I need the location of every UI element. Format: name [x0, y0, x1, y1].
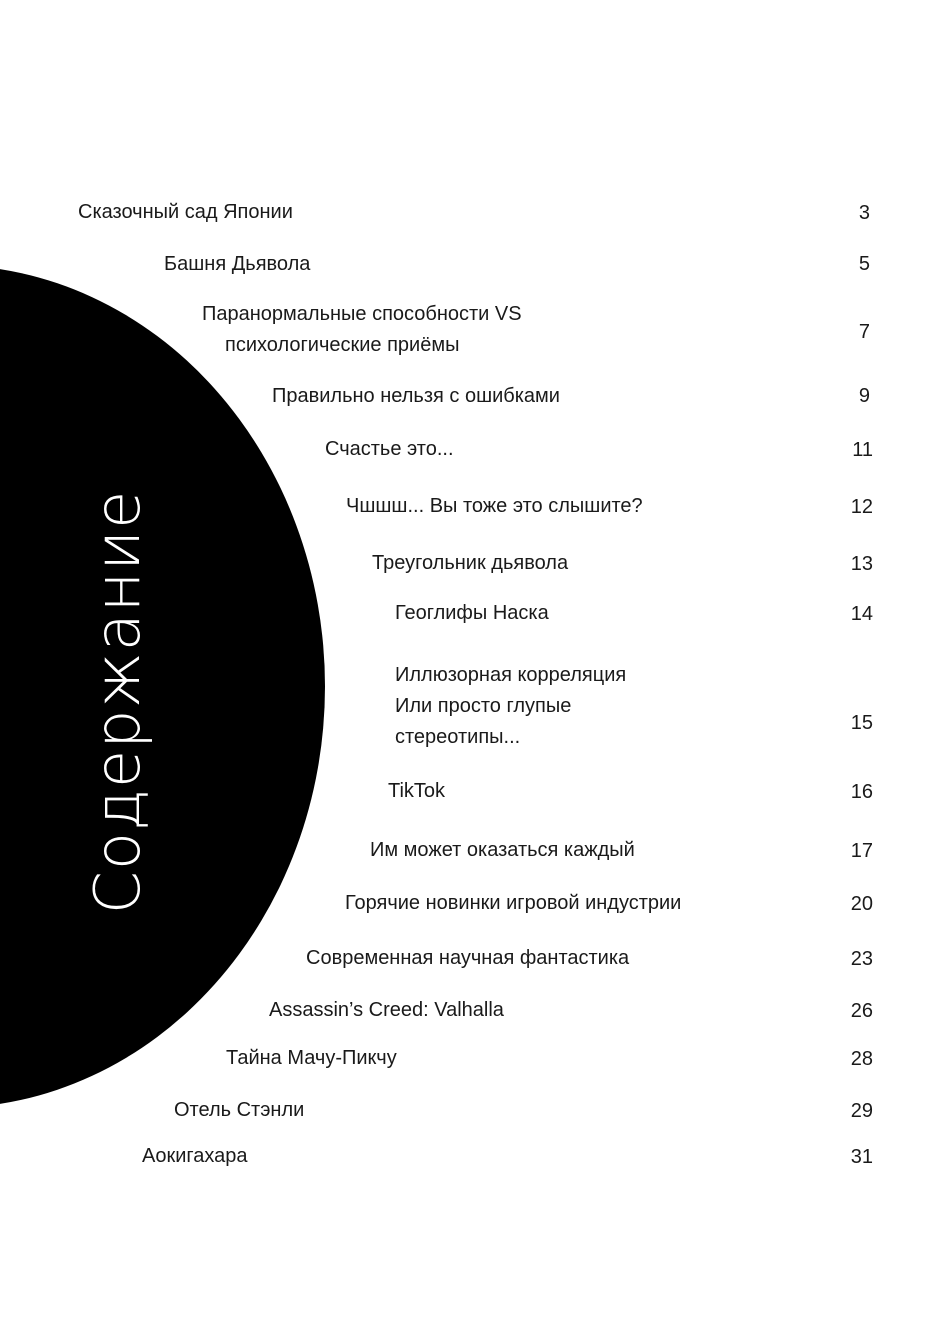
toc-item-title-line: Аокигахара	[142, 1145, 248, 1167]
toc-item-title-line: Тайна Мачу-Пикчу	[226, 1047, 397, 1069]
toc-item-page: 31	[850, 1146, 873, 1168]
toc-item-title	[272, 381, 560, 412]
toc-item-title	[370, 835, 635, 866]
toc-item-title	[372, 548, 568, 579]
toc-item-title-line: Assassin’s Creed: Valhalla	[269, 999, 504, 1021]
toc-item-page: 3	[858, 202, 870, 224]
toc-item-title	[269, 995, 504, 1026]
toc-item-title	[345, 888, 681, 919]
toc-item-page: 9	[858, 385, 870, 407]
toc-item-page: 11	[852, 439, 873, 461]
toc-item-title	[395, 598, 549, 629]
toc-item-title-line: Чшшш... Вы тоже это слышите?	[346, 495, 643, 517]
toc-item-page: 17	[850, 840, 873, 862]
toc-item-page: 5	[858, 253, 870, 275]
toc-item-title-line: психологические приёмы	[225, 334, 460, 356]
toc-item-title	[202, 299, 522, 361]
toc-item-page: 14	[850, 603, 873, 625]
toc-item-title	[142, 1141, 248, 1172]
toc-item-title-line: Им может оказаться каждый	[370, 839, 635, 861]
toc-item-title-line: Горячие новинки игровой индустрии	[345, 892, 682, 914]
toc-item-title-line: Паранормальные способности VS	[202, 303, 522, 325]
toc-item-title	[164, 249, 310, 280]
toc-item-page: 26	[850, 1000, 873, 1022]
toc-item-page: 28	[850, 1048, 873, 1070]
toc-item-title-line: Современная научная фантастика	[306, 947, 630, 969]
toc-item-page: 16	[850, 781, 873, 803]
toc-item-title	[306, 943, 629, 974]
toc-item-title	[78, 197, 293, 228]
toc-item-title-line: Отель Стэнли	[174, 1099, 305, 1121]
toc-item-page: 20	[850, 893, 873, 915]
toc-item-title	[388, 776, 445, 807]
toc-item-page: 15	[850, 712, 873, 734]
toc-item-title	[395, 660, 626, 753]
toc-item-title-line: Башня Дьявола	[164, 253, 311, 275]
toc-item-title-line: стереотипы...	[395, 726, 521, 748]
toc-item-title-line: Иллюзорная корреляция	[395, 664, 627, 686]
toc-item-page: 29	[850, 1100, 873, 1122]
toc-item-title	[226, 1043, 397, 1074]
toc-item-title	[174, 1095, 304, 1126]
toc-item-title	[346, 491, 643, 522]
toc-item-page: 13	[850, 553, 873, 575]
toc-item-title-line: Правильно нельзя с ошибками	[272, 385, 560, 407]
toc-item-title-line: Треугольник дьявола	[372, 552, 569, 574]
toc-item-title-line: TikTok	[388, 780, 446, 802]
toc-item-page: 23	[850, 948, 873, 970]
toc-item-page: 7	[858, 321, 870, 343]
toc-item-title-line: Сказочный сад Японии	[78, 201, 293, 223]
toc-item-title-line: Или просто глупые	[395, 695, 572, 717]
toc-item-title-line: Геоглифы Наска	[395, 602, 549, 624]
page-title: Содержание	[81, 489, 154, 915]
toc-item-title	[325, 434, 454, 465]
toc-item-page: 12	[850, 496, 873, 518]
toc-item-title-line: Счастье это...	[325, 438, 454, 460]
